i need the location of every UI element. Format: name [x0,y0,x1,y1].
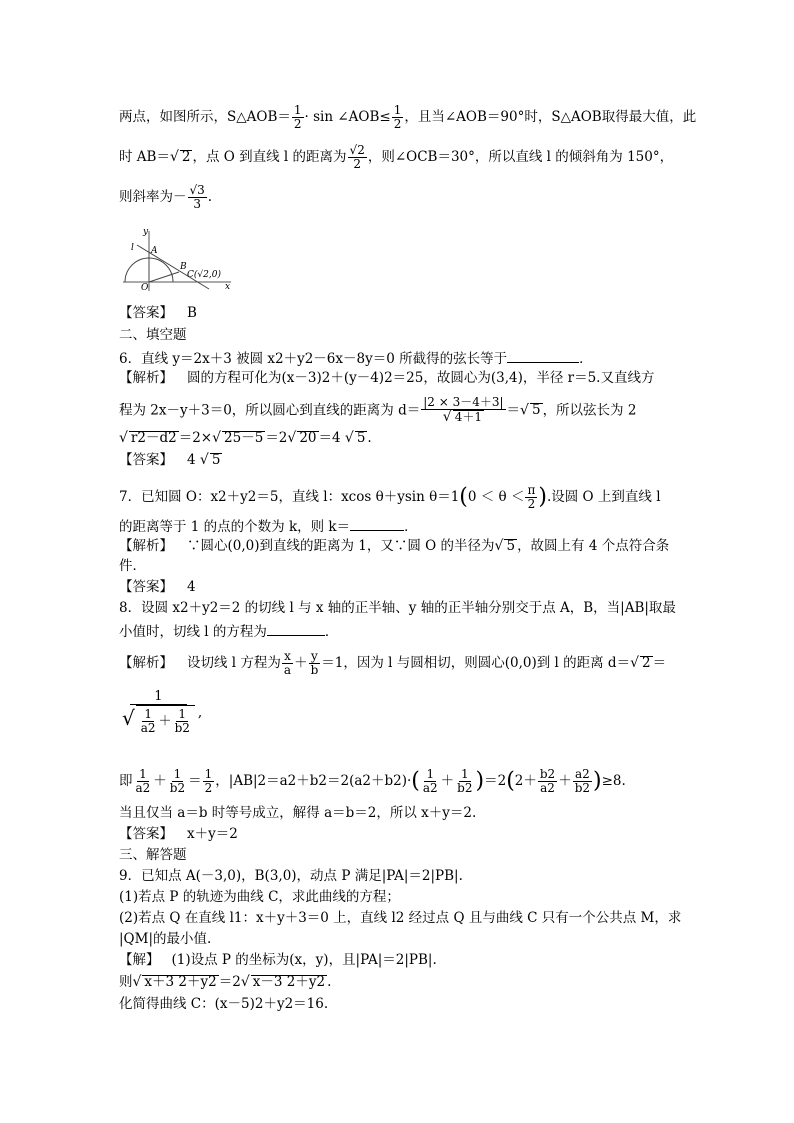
question8-line2 [119,623,338,640]
denominator: b2 [174,721,190,736]
numerator: b2 [539,767,556,781]
text-segment: ，则∠OCB＝30°，所以直线 l 的倾斜角为 150°， [367,149,674,166]
denominator: 2 [293,117,302,132]
text-segment: ＝2× [178,430,213,446]
text-segment: ，故圆上有 4 个点符合条 [517,538,670,554]
denominator: a2 [135,781,151,796]
section-heading-solve: 三、解答题 [119,847,187,863]
text-segment: ＋ [158,714,172,730]
denominator: b2 [169,781,186,796]
text-segment: 0 ＜ θ ＜ [467,489,525,506]
answer-label: 【答案】 [119,579,173,595]
sqrt-content: 5 [531,402,541,419]
answer7 [119,581,196,595]
text-segment: 程为 2x－y＋3＝0，所以圆心到直线的距离为 d＝ [119,402,421,419]
text-segment: . [367,430,372,446]
text-segment: 圆的方程可化为(x－3)2＋(y－4)2＝25，故圆心为(3,4)，半径 r＝5.又直线方 [187,370,655,386]
label-C: C(√2,0) [187,270,221,280]
analysis7-line1: 【解析】 ∵圆心(0,0)到直线的距离为 1，又∵圆 O 的半径为√ 5 ，故圆上有 4 个点符合条 [119,538,670,554]
numerator: √2 [349,143,365,157]
denominator: 2 [204,781,213,796]
numerator: 1 [426,767,435,781]
answer-value: 4 [187,579,196,595]
text-segment: ． [579,351,593,367]
text-segment: ＝2 [484,773,507,790]
numerator: 1 [204,767,213,781]
text-segment: 两点，如图所示，S△AOB＝ [119,109,291,126]
text-segment: ＝2 [218,974,241,990]
text-segment: 设切线 l 方程为 [187,655,281,672]
text-segment: ＝ [188,773,202,790]
question9-line3: (2)若点 Q 在直线 l1：x＋y＋3＝0 上，直线 l2 经过点 Q 且与曲线 C 只有一个公共点 M，求 [119,910,682,926]
denominator: 2 [353,157,361,172]
answer8 [119,828,238,842]
denominator: b2 [574,781,591,796]
analysis6-line1 [119,372,654,386]
fraction [421,396,505,426]
sqrt-content: 5 [506,538,516,554]
label-A: A [151,246,158,256]
analysis-label: 【解析】 [119,370,173,386]
text-segment: . [207,189,213,206]
text-segment: 的距离等于 1 的点的个数为 k，则 k＝ [119,519,351,535]
text-segment: 则 [119,974,133,990]
answer-label: 【答案】 [119,305,173,321]
sqrt-content: 5 [356,430,366,446]
radius-segment [149,272,179,282]
answer-value: B [187,305,197,321]
sqrt-content: 4＋1 [454,410,482,425]
answer6: 【答案】 4 √ 5 [119,452,221,468]
sqrt-content [136,705,195,735]
denominator: a [283,663,292,678]
analysis7-line2: 件． [119,558,146,574]
text-segment: 2＋ [514,773,537,790]
numerator: |2 × 3－4＋3| [423,395,504,409]
denominator: a2 [540,781,555,796]
solution5-line1 [119,104,696,131]
fraction [134,768,153,795]
fraction [168,768,187,795]
fraction [573,768,592,795]
text-segment: ＋ [440,773,455,790]
analysis6-line2: 程为 2x－y＋3＝0，所以圆心到直线的距离为 d＝ $\frac{|2 \times 3-4+3|}{√ 4+1}$ ＝√ 5 ，所以弦长为 2 [119,395,637,426]
fraction [120,690,197,736]
fraction [203,768,215,795]
analysis8-line2 [119,690,202,736]
label-O: O [141,283,149,293]
text-segment: ＝ [506,402,521,419]
fraction [348,144,367,171]
text-segment: , [197,704,203,721]
denominator: b [310,663,319,678]
text-segment: ＝4 [318,430,345,446]
text-segment: . [327,974,332,990]
text-segment: 7．已知圆 O：x2＋y2＝5，直线 l：xcos θ＋ysin θ＝1 [119,489,460,506]
text-segment: ． [324,624,339,640]
text-segment: ≥8. [601,773,626,790]
analysis8-line3: 即 $\frac{1}{a2}$ ＋ $\frac{1}{b2}$ ＝ $\frac{1}{2}$ ，|AB|2＝a2＋b2＝2(a2＋b2)·( $\frac{1}{a2}$ ＋ $\frac{1}{b2}$ )＝2(2＋ $\frac{b2}{a2}$ ＋ $\frac{a2}{b2}$ )≥8. [119,767,626,796]
fraction [139,708,158,735]
answer-blank [267,623,325,636]
sqrt-content: 5 [211,452,221,468]
question8-line1: 8．设圆 x2＋y2＝2 的切线 l 与 x 轴的正半轴、y 轴的正半轴分别交于点 A，B，当|AB|取最 [119,600,676,616]
solution-label: 【解】 [119,952,160,968]
numerator: a2 [574,767,590,781]
label-B: B [180,262,187,272]
question6 [119,350,593,367]
numerator: y [311,649,318,663]
solution5-line3 [119,184,212,211]
text-segment: 小值时，切线 l 的方程为 [119,624,267,640]
denominator: √ $\frac{1}{a2}$ ＋ $\frac{1}{b2}$ [120,705,197,735]
text-segment: 时 AB＝ [119,149,170,166]
analysis8-line1: 【解析】 设切线 l 方程为 $\frac{x}{a}$ ＋ $\frac{y}{b}$ ＝1，因为 l 与圆相切，则圆心(0,0)到 l 的距离 d＝√ 2 ＝ [119,649,667,678]
sqrt-content: 20 [299,430,317,446]
solution5-line2: 时 AB＝√ 2 ，点 O 到直线 l 的距离为 $\frac{√2}{2}$ ，则∠OCB＝30°，所以直线 l 的倾斜角为 150°， [119,143,674,172]
numerator: 1 [461,767,469,781]
numerator: 1 [139,767,147,781]
label-y: y [143,227,149,237]
fraction [292,104,304,131]
numerator: 1 [130,690,186,705]
sqrt-content: x＋3 2＋y2 [144,974,217,990]
question-text: 6．直线 y＝2x＋3 被圆 x2＋y2－6x－8y＝0 所截得的弦长等于 [119,351,508,367]
denominator: 2 [527,497,536,512]
analysis8-line4: 当且仅当 a＝b 时等号成立，解得 a＝b＝2，所以 x＋y＝2. [119,805,477,821]
text-segment: .设圆 O 上到直线 l [546,489,661,506]
analysis-label: 【解析】 [119,538,173,554]
numerator: 1 [293,103,302,117]
denominator: 3 [193,197,201,212]
text-segment: ＝2 [265,430,288,446]
fraction [173,708,192,735]
numerator: 1 [178,707,187,722]
text-segment: ，且当∠AOB＝90°时，S△AOB取得最大值，此 [404,109,697,126]
fraction [455,768,474,795]
answer-label: 【答案】 [119,826,173,842]
analysis6-line3: √ r2－d2 ＝2×√ 25－5 ＝2√ 20 ＝4 √ 5 . [119,430,372,446]
fraction [392,104,404,131]
text-segment: ＋ [558,773,572,790]
question9-line4: |QM|的最小值. [119,931,212,947]
text-segment: ＋ [153,773,167,790]
fraction [525,484,537,511]
fraction [282,650,293,677]
solution9-line3: 化简得曲线 C：(x－5)2＋y2＝16. [119,996,329,1012]
circle-tangent-figure [119,225,234,293]
sqrt-content: 2 [181,149,191,166]
sqrt-content: r2－d2 [130,430,177,446]
question9-line2: (1)若点 P 的轨迹为曲线 C，求此曲线的方程； [119,889,400,905]
answer-label: 【答案】 [119,452,173,468]
section-heading-fill-blank: 二、填空题 [119,327,187,343]
answer-blank [350,518,404,531]
answer-blank [507,350,579,363]
text-segment: 则斜率为－ [119,189,187,206]
solution9-line2: 则√x＋3 2＋y2 ＝2√x－3 2＋y2 . [119,974,332,990]
numerator: √3 [189,183,205,197]
text-segment: ，|AB|2＝a2＋b2＝2(a2＋b2)· [215,773,412,790]
analysis-label: 【解析】 [119,655,173,672]
numerator: 1 [144,707,152,722]
text-segment: ，所以弦长为 2 [542,402,637,419]
label-x: x [225,282,231,292]
numerator: x [284,649,291,663]
answer-value: 4 [187,452,200,468]
denominator: 2 [393,117,402,132]
numerator: π [527,483,536,497]
question7-line2 [119,518,418,535]
text-segment: 即 [119,773,133,790]
text-segment: ，点 O 到直线 l 的距离为 [192,149,347,166]
fraction [309,650,321,677]
text-segment: (1)设点 P 的坐标为(x，y)，且|PA|＝2|PB|. [171,952,437,968]
numerator: 1 [173,767,182,781]
question9-line1: 9．已知点 A(－3,0)，B(3,0)，动点 P 满足|PA|＝2|PB|. [119,868,463,884]
label-l: l [131,243,134,253]
fraction [188,184,207,211]
numerator: 1 [393,103,402,117]
sqrt-content: 25－5 [224,430,264,446]
sqrt-content: 2 [642,655,651,672]
denominator: √ 4＋1 [442,409,482,426]
solution9-line1 [119,954,437,968]
text-segment: ＋ [294,655,308,672]
fraction [421,768,440,795]
text-segment: ∵圆心(0,0)到直线的距离为 1，又∵圆 O 的半径为 [187,538,495,554]
text-segment: · sin ∠AOB≤ [304,109,391,126]
question7-line1: 7．已知圆 O：x2＋y2＝5，直线 l：xcos θ＋ysin θ＝1(0 ＜ θ ＜ $\frac{\pi}{2}$ ).设圆 O 上到直线 l [119,483,661,512]
denominator: b2 [457,781,473,796]
denominator: a2 [422,781,438,796]
sqrt-content: x－3 2＋y2 [252,974,326,990]
text-segment: ＝ [652,655,667,672]
text-segment: ＝1，因为 l 与圆相切，则圆心(0,0)到 l 的距离 d＝ [321,655,631,672]
answer-value: x＋y＝2 [187,826,238,842]
fraction [538,768,557,795]
answer5 [119,307,197,321]
denominator: a2 [140,721,156,736]
text-segment: ． [404,519,418,535]
